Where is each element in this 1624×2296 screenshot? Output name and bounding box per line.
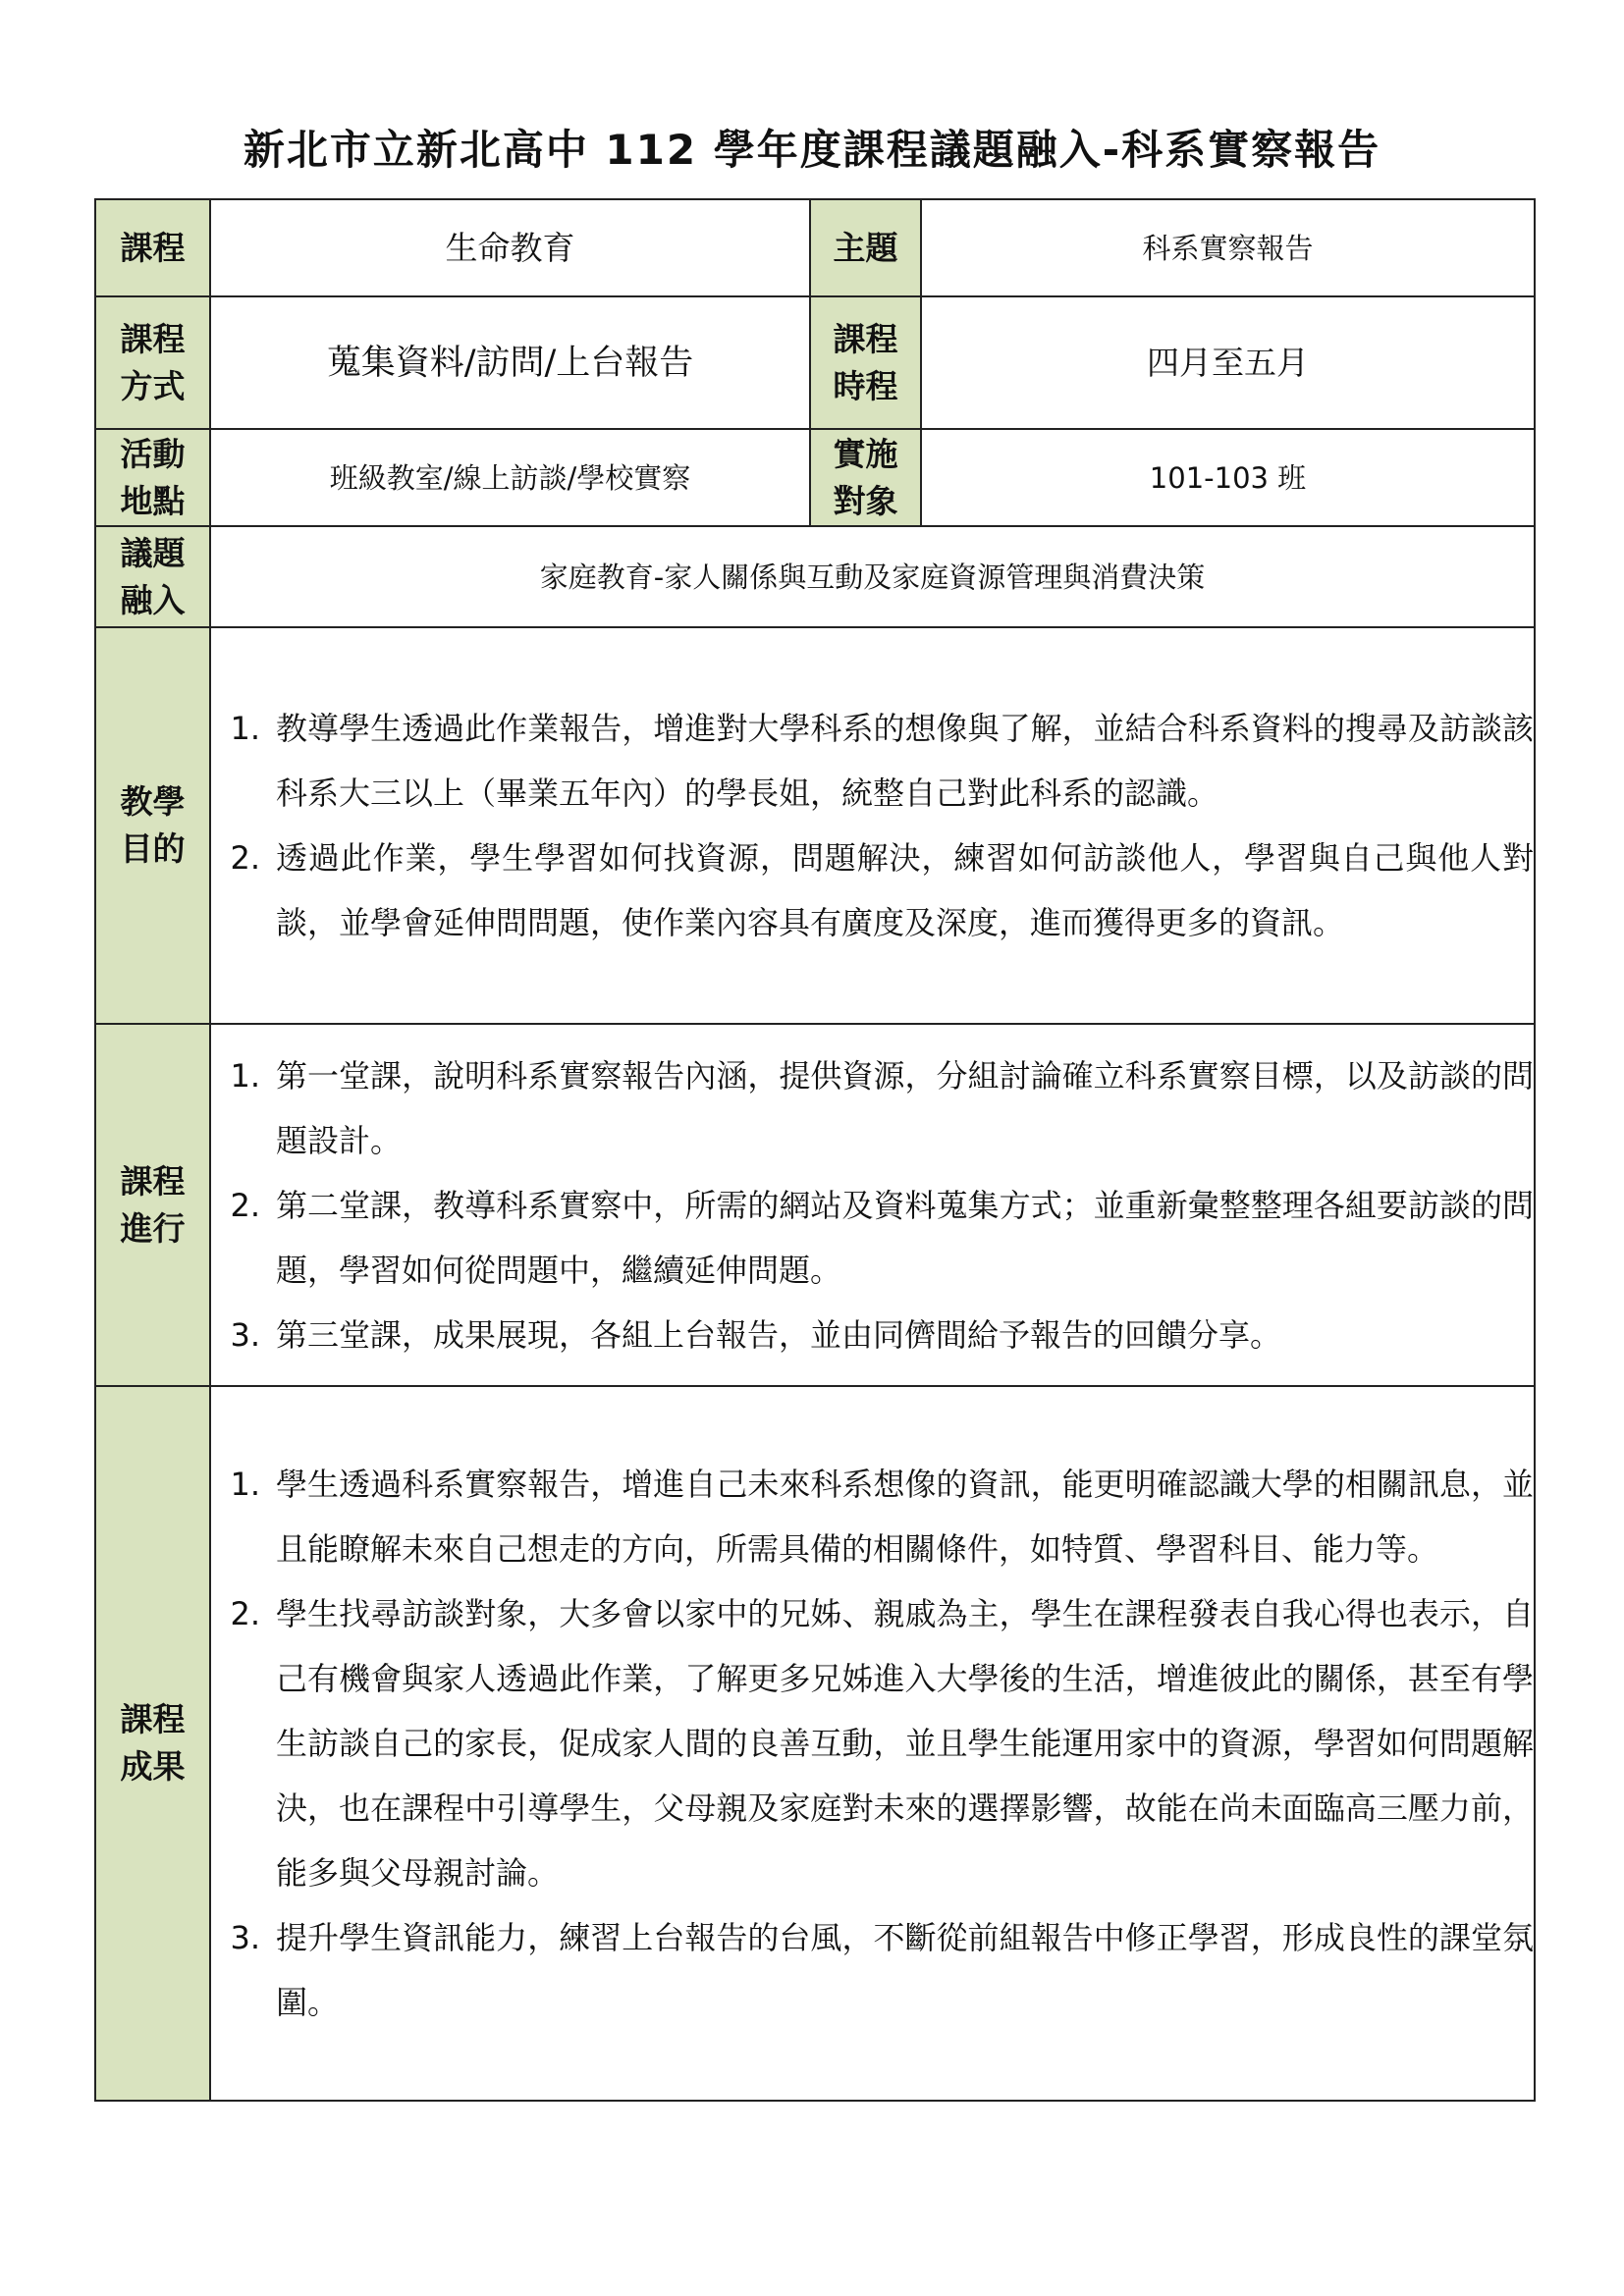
item-number: 1. [230, 710, 260, 747]
list-item [211, 1043, 1534, 1173]
item-number: 1. [230, 1056, 260, 1095]
item-text: 學生找尋訪談對象，大多會以家中的兄姊、親戚為主，學生在課程發表自我心得也表示，自己有機會與家人透過此作業，了解更多兄姊進入大學後的生活，增進彼此的關係，甚至有學生訪談自己的家長，促成家人間的良善互動，並且學生能運用家中的資源，學習如何問題解決，也在課程中引導學生，父母親及家庭對未來的選擇影響，故能在尚未面臨高三壓力前，能多與父母親討論。 [276, 1595, 1534, 1892]
row-issue [95, 526, 1535, 627]
row-location [95, 429, 1535, 526]
list-item [211, 1581, 1534, 1905]
location-value: 班級教室/線上訪談/學校實察 [210, 429, 810, 526]
item-text: 第一堂課，說明科系實察報告內涵，提供資源，分組討論確立科系實察目標，以及訪談的問題設計。 [276, 1056, 1534, 1159]
list-item [211, 696, 1534, 826]
row-objectives [95, 627, 1535, 1024]
list-item [211, 1452, 1534, 1581]
theme-value: 科系實察報告 [921, 199, 1535, 296]
item-number: 2. [230, 1186, 260, 1224]
method-value: 蒐集資料/訪問/上台報告 [210, 296, 810, 429]
progress-content [210, 1024, 1535, 1386]
item-text: 教導學生透過此作業報告，增進對大學科系的想像與了解，並結合科系資料的搜尋及訪談該科系大三以上（畢業五年內）的學長姐，統整自己對此科系的認識。 [276, 710, 1534, 812]
schedule-value: 四月至五月 [921, 296, 1535, 429]
item-text: 第二堂課，教導科系實察中，所需的網站及資料蒐集方式；並重新彙整整理各組要訪談的問題，學習如何從問題中，繼續延伸問題。 [276, 1186, 1534, 1289]
target-label: 實施 對象 [810, 429, 921, 526]
method-label: 課程 方式 [95, 296, 210, 429]
list-item [211, 826, 1534, 955]
issue-value: 家庭教育-家人關係與互動及家庭資源管理與消費決策 [210, 526, 1535, 627]
schedule-label: 課程 時程 [810, 296, 921, 429]
progress-label: 課程 進行 [95, 1024, 210, 1386]
page-title: 新北市立新北高中 112 學年度課程議題融入-科系實察報告 [243, 126, 1381, 174]
objectives-label: 教學 目的 [95, 627, 210, 1024]
course-label: 課程 [95, 199, 210, 296]
row-method [95, 296, 1535, 429]
list-item [211, 1173, 1534, 1303]
results-label: 課程 成果 [95, 1386, 210, 2101]
target-value: 101-103 班 [921, 429, 1535, 526]
item-number: 1. [230, 1466, 260, 1503]
results-content [210, 1386, 1535, 2101]
item-text: 學生透過科系實察報告，增進自己未來科系想像的資訊，能更明確認識大學的相關訊息，並且能瞭解未來自己想走的方向，所需具備的相關條件，如特質、學習科目、能力等。 [276, 1466, 1534, 1568]
objectives-content [210, 627, 1535, 1024]
row-progress [95, 1024, 1535, 1386]
location-label: 活動 地點 [95, 429, 210, 526]
course-value: 生命教育 [210, 199, 810, 296]
item-number: 3. [230, 1315, 260, 1354]
list-item [211, 1905, 1534, 2035]
row-results [95, 1386, 1535, 2101]
item-text: 提升學生資訊能力，練習上台報告的台風，不斷從前組報告中修正學習，形成良性的課堂氛圍。 [276, 1919, 1534, 2021]
item-text: 第三堂課，成果展現，各組上台報告，並由同儕間給予報告的回饋分享。 [276, 1315, 1282, 1354]
theme-label: 主題 [810, 199, 921, 296]
item-number: 3. [230, 1919, 260, 1956]
item-number: 2. [230, 839, 260, 877]
row-course [95, 199, 1535, 296]
item-number: 2. [230, 1595, 260, 1632]
item-text: 透過此作業，學生學習如何找資源，問題解決，練習如何訪談他人，學習與自己與他人對談，並學會延伸問問題，使作業內容具有廣度及深度，進而獲得更多的資訊。 [276, 839, 1534, 941]
report-table [94, 198, 1536, 2102]
list-item [211, 1303, 1534, 1367]
issue-label: 議題 融入 [95, 526, 210, 627]
